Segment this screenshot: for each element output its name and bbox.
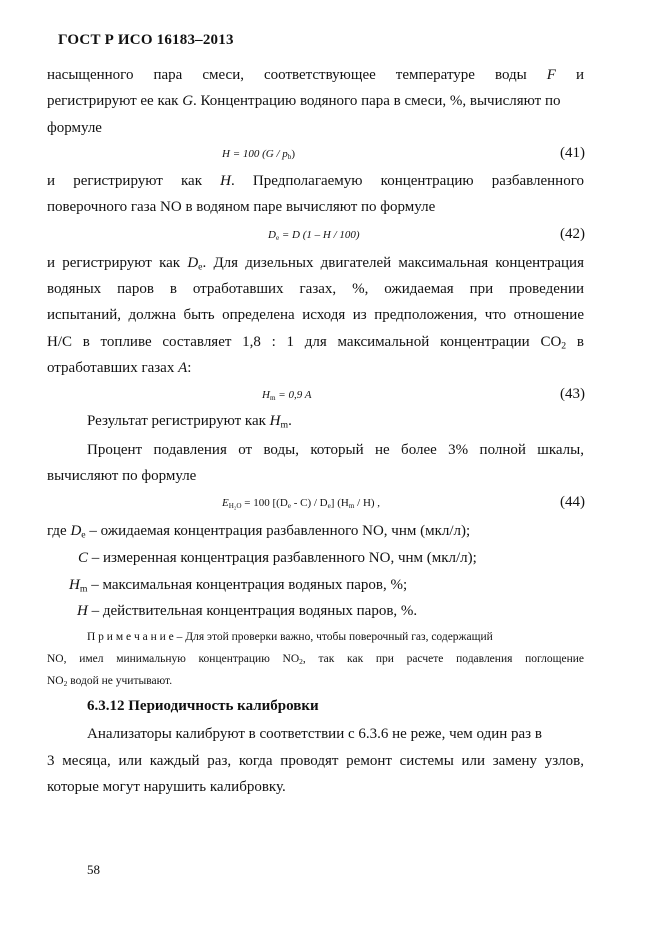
definition-line: где $D_e$ – ожидаемая концентрация разбавленного NO, чнм (мкл/л); — [47, 523, 471, 541]
paragraph-line: которые могут нарушить калибровку. — [47, 779, 286, 795]
formula-43: $H_m = 0,9$ A — [262, 389, 312, 402]
formula-number-43: (43) — [560, 386, 585, 402]
formula-41: H = 100 $(G / p_b)$ — [222, 148, 296, 161]
note-label: П р и м е ч а н и е — [87, 631, 174, 643]
paragraph-line: Н/С в топливе составляет 1,8 : 1 для максимальной концентрации $СО_2$ в — [47, 334, 585, 352]
paragraph-line: и регистрируют как $D_e$. Для дизельных двигателей максимальная концентрация — [47, 255, 584, 273]
formula-number-41: (41) — [560, 145, 585, 161]
definition-line: C – измеренная концентрация разбавленного NO, чнм (мкл/л); — [78, 550, 477, 566]
section-title: 6.3.12 Периодичность калибровки — [87, 698, 319, 714]
paragraph-line: насыщенного пара смеси, соответствующее температуре воды F и — [47, 67, 585, 83]
definition-line: $H_m$ – максимальная концентрация водяных паров, %; — [69, 577, 408, 595]
paragraph-line: испытаний, должна быть определена исходя из предположения, что отношение — [47, 307, 584, 323]
paragraph-line: регистрируют ее как G. Концентрацию водяного пара в смеси, %, вычисляют по — [47, 93, 561, 109]
note-line: NO, имел минимальную концентрацию $NO_2$, так как при расчете подавления поглощение — [47, 653, 585, 666]
paragraph-line: 3 месяца, или каждый раз, когда проводят ремонт системы или замену узлов, — [47, 753, 584, 769]
paragraph-line: вычисляют по формуле — [47, 468, 197, 484]
document-header: ГОСТ Р ИСО 16183–2013 — [58, 32, 234, 48]
formula-42: $D_e = D$ (1 – H / 100) — [268, 229, 360, 242]
note-line: $NO_2$ водой не учитывают. — [47, 675, 173, 688]
definition-line: H – действительная концентрация водяных паров, %. — [77, 603, 418, 619]
paragraph-line: поверочного газа NO в водяном паре вычисляют по формуле — [47, 199, 436, 215]
paragraph-line: и регистрируют как H. Предполагаемую концентрацию разбавленного — [47, 173, 584, 189]
paragraph-line: Процент подавления от воды, который не более 3% полной шкалы, — [87, 442, 584, 458]
formula-number-42: (42) — [560, 226, 585, 242]
paragraph-line: водяных паров в отработавших газах, %, ожидаемая при проведении — [47, 281, 584, 297]
formula-44: $E_{H_2O} = 100$ $[(D_e - C) / D_e]$ $(H_m / H)$ , — [222, 497, 381, 510]
page-number: 58 — [87, 862, 100, 877]
note-line: П р и м е ч а н и е – Для этой проверки важно, чтобы поверочный газ, содержащий — [87, 631, 493, 643]
paragraph-line: формуле — [47, 120, 102, 136]
formula-number-44: (44) — [560, 494, 585, 510]
paragraph-line: Анализаторы калибруют в соответствии с 6.3.6 не реже, чем один раз в — [87, 726, 542, 742]
paragraph-line: Результат регистрируют как $H_m$. — [87, 413, 292, 431]
paragraph-line: отработавших газах A: — [47, 360, 192, 376]
